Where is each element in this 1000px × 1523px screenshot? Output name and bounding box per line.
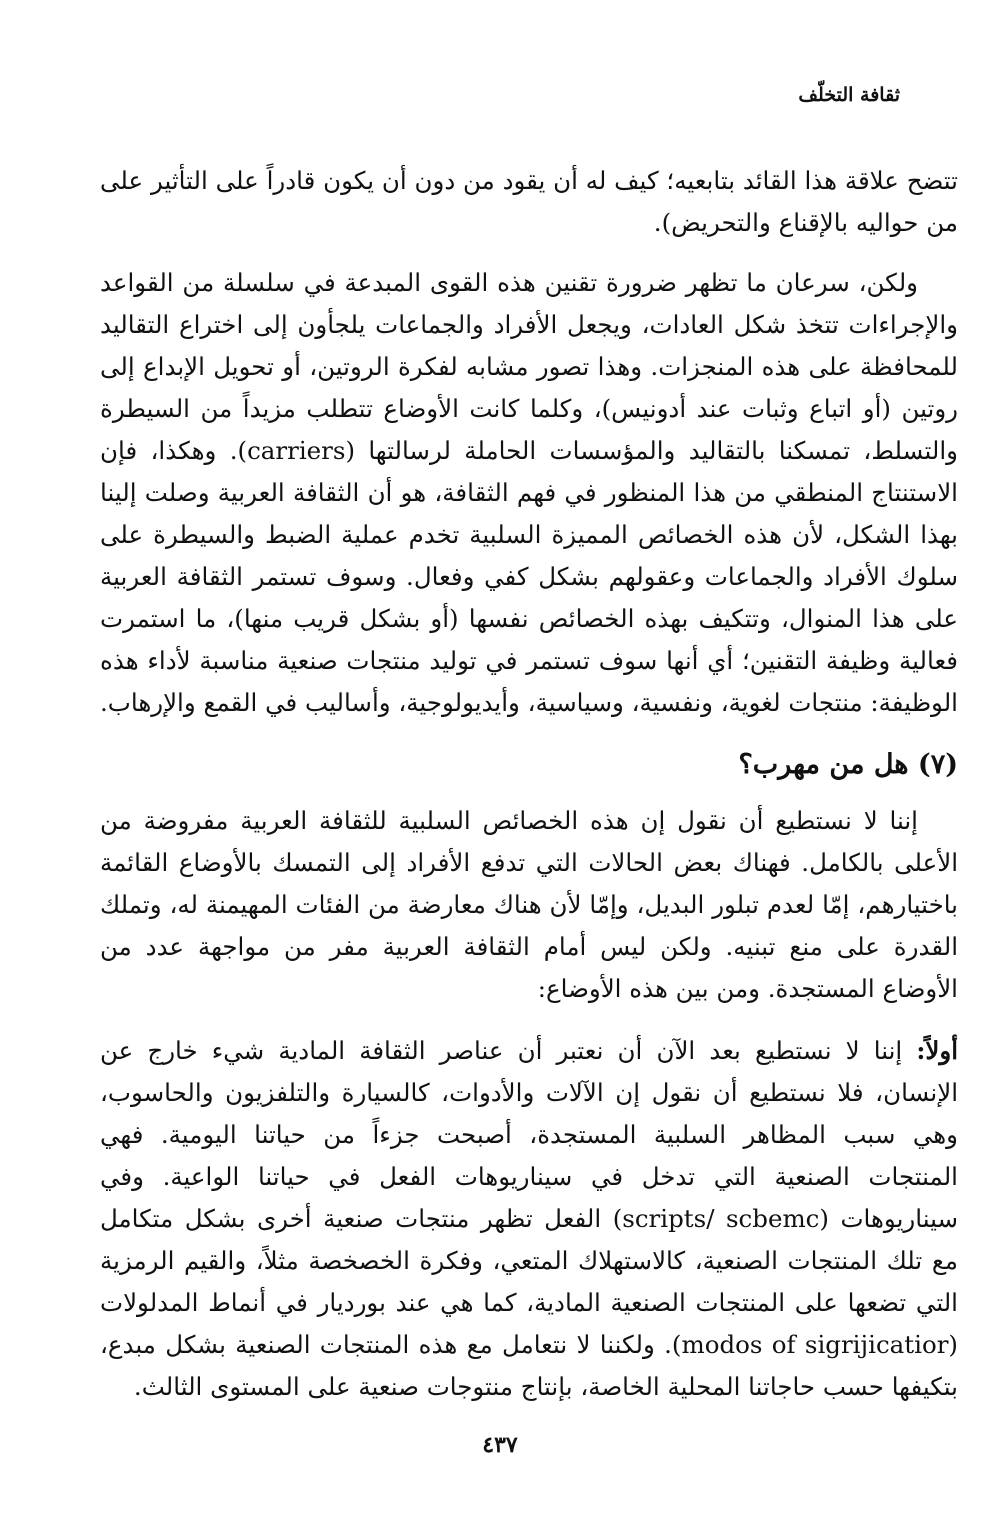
paragraph-no-escape: إننا لا نستطيع أن نقول إن هذه الخصائص السلبية للثقافة العربية مفروضة من الأعلى بالكامل. فهناك بعض الحالات التي تدفع الأفراد إلى التمسك بالأوضاع القائمة باختيارهم، إمّا لعدم تبلور البديل، وإمّا لأن هناك معارضة من الفئات المهيمنة له، وتملك القدرة على منع تبنيه. ولكن ليس أمام الثقافة العربية مفر من مواجهة عدد من الأوضاع المستجدة. ومن بين هذه الأوضاع: [100, 806, 958, 1003]
page-number: ٤٣٧ [482, 1432, 518, 1458]
running-header: ثقافة التخلّف [798, 84, 900, 106]
paragraph-codification: ولكن، سرعان ما تظهر ضرورة تقنين هذه القوى المبدعة في سلسلة من القواعد والإجراءات تتخذ شكل العادات، ويجعل الأفراد والجماعات يلجأون إلى اختراع التقاليد للمحافظة على هذه المنجزات. وهذا تصور مشابه لفكرة الروتين، أو تحويل الإبداع إلى روتين (أو اتباع وثبات عند أدونيس)، وكلما كانت الأوضاع تتطلب مزيداً من السيطرة والتسلط، تمسكنا بالتقاليد والمؤسسات الحاملة لرسالتها (carriers). وهكذا، فإن الاستنتاج المنطقي من هذا المنظور في فهم الثقافة، هو أن الثقافة العربية وصلت إلينا بهذا الشكل، لأن هذه الخصائص المميزة السلبية تخدم عملية الضبط والسيطرة على سلوك الأفراد والجماعات وعقولهم بشكل كفي وفعال. وسوف تستمر الثقافة العربية على هذا المنوال، وتتكيف بهذه الخصائص نفسها (أو بشكل قريب منها)، ما استمرت فعالية وظيفة التقنين؛ أي أنها سوف تستمر في توليد منتجات صنعية مناسبة لأداء هذه الوظيفة: منتجات لغوية، ونفسية، وسياسية، وأيديولوجية، وأساليب في القمع والإرهاب. [100, 268, 958, 717]
section-heading: (٧) هل من مهرب؟ [738, 749, 958, 780]
first-point-text: إننا لا نستطيع بعد الآن أن نعتبر أن عناصر الثقافة المادية شيء خارج عن الإنسان، فلا نستطيع أن نقول إن الآلات والأدوات، كالسيارة والتلفزيون والحاسوب، وهي سبب المظاهر السلبية المستجدة، أصبحت جزءاً من حياتنا اليومية. فهي المنتجات الصنعية التي تدخل في سيناريوهات الفعل في حياتنا الواعية. وفي سيناريوهات (scripts/ scbemc) الفعل تظهر منتجات صنعية أخرى بشكل متكامل مع تلك المنتجات الصنعية، كالاستهلاك المتعي، وفكرة الخصخصة مثلاً، والقيم الرمزية التي تضعها على المنتجات الصنعية المادية، كما هي عند بورديار في أنماط المدلولات (modos of sigrijicatior). ولكننا لا نتعامل مع هذه المنتجات الصنعية بشكل مبدع، بتكيفها حسب حاجاتنا المحلية الخاصة، بإنتاج منتوجات صنعية على المستوى الثالث. [100, 1036, 959, 1401]
paragraph-leader-followers: تتضح علاقة هذا القائد بتابعيه؛ كيف له أن يقود من دون أن يكون قادراً على التأثير على من حواليه بالإقناع والتحريض). [100, 166, 958, 237]
first-point-label: أولاً: [916, 1036, 958, 1065]
paragraph-first-condition [100, 1030, 958, 1400]
